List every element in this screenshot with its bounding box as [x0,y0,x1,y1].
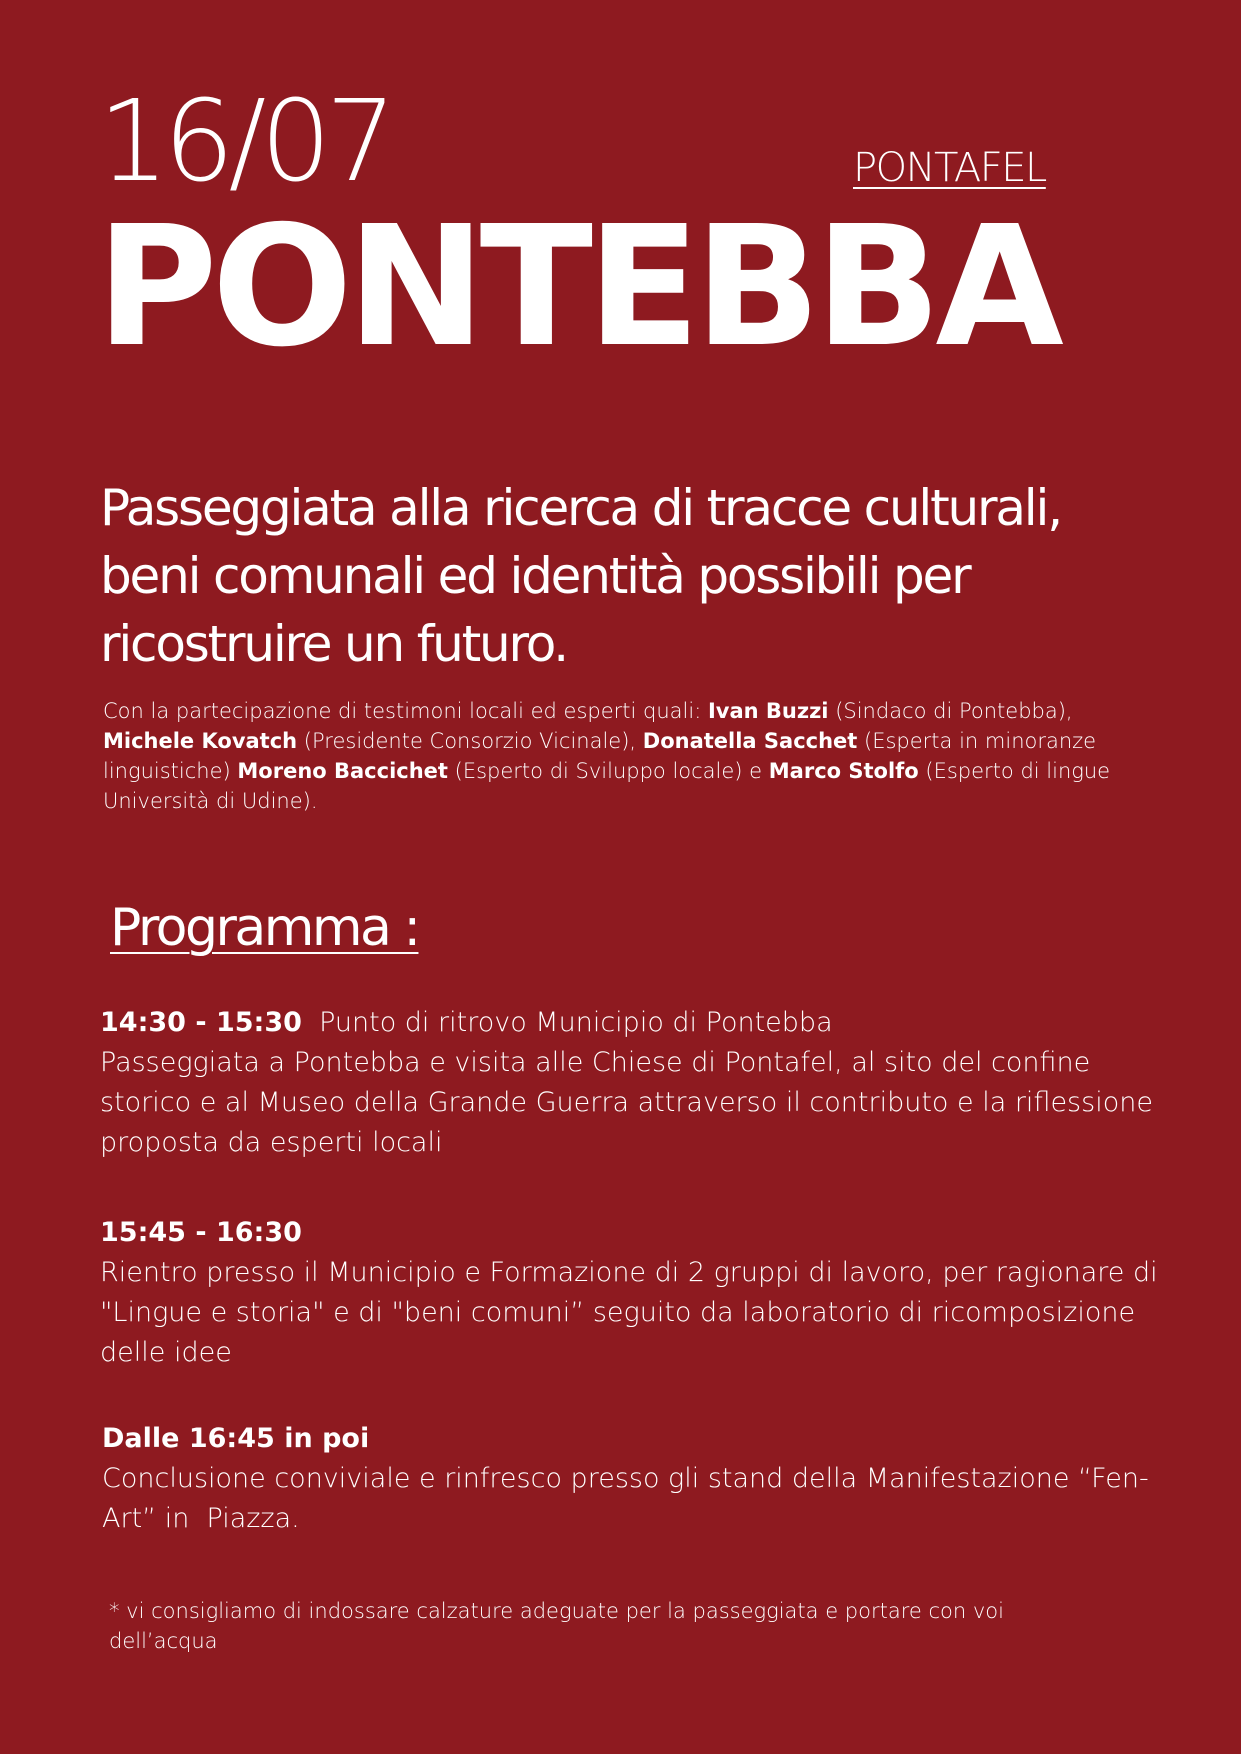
program-item-time: 14:30 - 15:30 [100,1007,302,1038]
program-item-headline: Punto di ritrovo Municipio di Pontebba [301,1007,833,1038]
program-item-text: Conclusione conviviale e rinfresco presso gli stand della Manifestazione “Fen-Art” in Piazza. [102,1463,1149,1534]
program-item-text: Rientro presso il Municipio e Formazione di 2 gruppi di lavoro, per ragionare di "Lingue e storia" e di "beni comuni” seguito da laboratorio di ricomposizione delle idee [100,1257,1158,1368]
town-title: PONTEBBA [96,191,1058,384]
event-subtitle: Passeggiata alla ricerca di tracce culturali, beni comunali ed identità possibili per ricostruire un futuro. [100,479,1061,673]
program-item-time: 15:45 - 16:30 [100,1217,302,1248]
participant-role: (Esperta in minoranze linguistiche) [103,729,1097,783]
participant-name: Donatella Sacchet [642,729,858,753]
participant-role: (Esperto di lingue Università di Udine). [103,759,1111,813]
event-date: 16/07 [98,77,391,207]
alternate-town-name: PONTAFEL [853,145,1046,191]
program-title: Programma : [110,898,419,958]
participants-paragraph [103,696,1163,816]
footnote: * vi consigliamo di indossare calzature adeguate per la passeggiata e portare con voi dell’acqua [109,1599,1004,1653]
participant-role: (Sindaco di Pontebba), [828,699,1073,723]
program-item [100,1213,1160,1373]
participant-name: Moreno Baccichet [237,759,448,783]
program-item-header [100,1213,1160,1253]
program-item-time: Dalle 16:45 in poi [102,1423,370,1454]
participant-name: Michele Kovatch [103,729,298,753]
program-item [102,1419,1162,1539]
participant-name: Ivan Buzzi [707,699,829,723]
program-item-text: Passeggiata a Pontebba e visita alle Chiese di Pontafel, al sito del confine storico e al Museo della Grande Guerra attraverso il contributo e la riflessione proposta da esperti locali [100,1047,1153,1158]
participant-role: (Presidente Consorzio Vicinale), [297,729,643,753]
program-item [100,1003,1160,1163]
program-item-header [102,1419,1162,1459]
participant-role: (Esperto di Sviluppo locale) e [447,759,769,783]
participants-intro: Con la partecipazione di testimoni locali ed esperti quali: [103,699,708,723]
participant-name: Marco Stolfo [768,759,919,783]
program-item-header [100,1003,1160,1043]
